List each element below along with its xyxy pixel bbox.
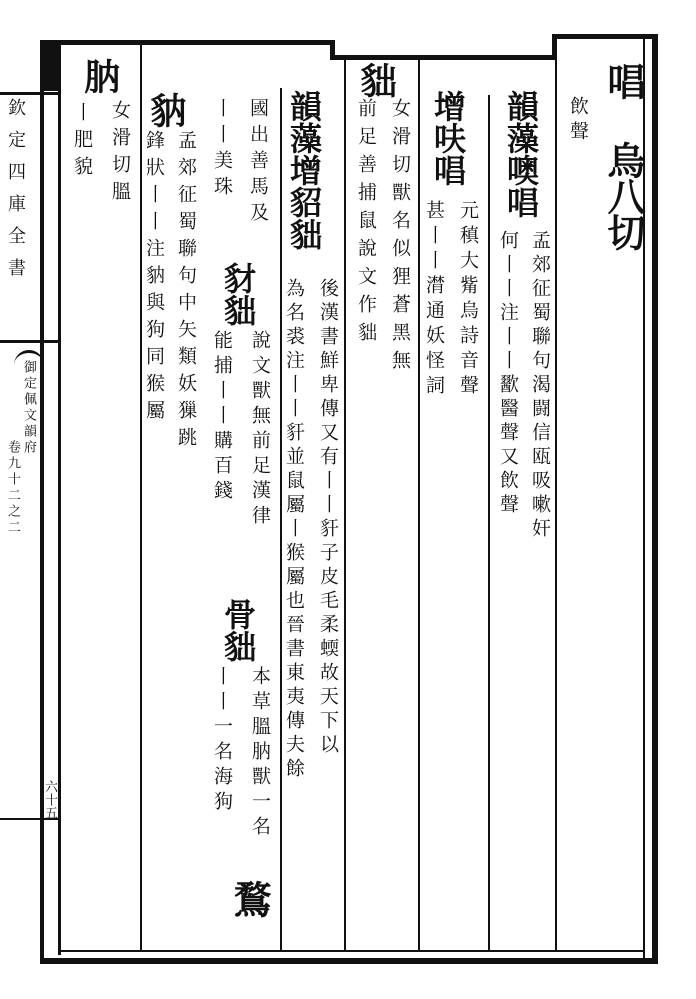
frame-top-notch — [330, 55, 555, 60]
col-11-text-b: 說文獸無前足漢律 — [249, 330, 271, 530]
col-divider-6 — [140, 45, 142, 950]
page-number: 六十五 — [42, 780, 57, 819]
frame-right — [652, 34, 658, 964]
col-14-text: 鋒狀丨丨注豽與狗同猴屬 — [143, 130, 165, 427]
col-2-text: 飲聲 — [567, 96, 589, 146]
col-11-text: 國出善馬及 — [247, 98, 269, 228]
col-7-text: 女滑切獸名似狸蒼黑無 — [389, 98, 411, 378]
frame-bottom-inner — [60, 950, 645, 952]
col-divider-2 — [488, 95, 490, 950]
margin-divider-2 — [0, 340, 60, 343]
col-divider-5 — [280, 88, 282, 950]
headword-3: 豽 — [145, 92, 187, 126]
col-divider-4 — [344, 60, 346, 950]
col-divider-3 — [418, 60, 420, 950]
headword-1: 唱 烏八切 — [601, 62, 646, 249]
frame-top-right — [552, 34, 657, 39]
volume-label: 卷九十二之二 — [5, 440, 20, 536]
col-8-text: 前足善捕鼠說文作貀 — [355, 98, 377, 350]
col-11-head-c: 鶩 — [227, 880, 272, 918]
col-10-text: 為名裘注丨丨豻並鼠屬丨猴屬也晉書東夷傳夫餘 — [283, 278, 305, 782]
col-11-head-b: 骨貀 — [219, 598, 257, 662]
col-6-text: 甚丨丨潸通妖怪詞 — [423, 200, 445, 400]
headword-2: 貀 — [355, 62, 397, 96]
col-5-text: 元稹大觜烏詩音聲 — [457, 200, 479, 400]
col-4-text: 何丨丨注丨丨歠醫聲又飲聲 — [497, 230, 519, 518]
col-divider-1 — [555, 58, 557, 950]
col-12-text-b: 能捕丨丨購百錢 — [211, 330, 233, 505]
frame-left — [40, 40, 44, 962]
rhyme-heading-2: 增呋唱 — [429, 90, 467, 186]
frame-bottom — [40, 958, 658, 964]
margin-block — [44, 45, 58, 91]
col-12-text-c: 丨丨一名海狗 — [211, 666, 233, 816]
rhyme-heading-1: 韻藻噢唱 — [502, 90, 540, 218]
margin-divider-1 — [0, 92, 58, 95]
frame-top-left — [40, 40, 330, 45]
col-13-text: 孟郊征蜀聯句中矢類妖㺐跳 — [175, 130, 197, 454]
col-divider-7 — [58, 45, 60, 950]
headword-4: 肭 — [79, 58, 121, 92]
col-11-head-a: 豺貀 — [219, 262, 257, 326]
col-3-text: 孟郊征蜀聯句渴闘信瓯吸嗽奸 — [529, 230, 551, 542]
book-title: 御定佩文韻府 — [21, 360, 36, 456]
col-11-text-c: 本草膃肭獸一名 — [249, 666, 271, 841]
col-16-text: 丨肥貌 — [71, 102, 93, 183]
col-15-text: 女滑切膃 — [109, 100, 131, 208]
edition-title: 欽定四庫全書 — [5, 98, 26, 290]
rhyme-heading-3: 韻藻增貂貀 — [285, 90, 323, 250]
col-9-text: 後漢書鮮卑傳又有丨丨豻子皮毛柔蝡故天下以 — [317, 278, 339, 758]
col-12-text: 丨丨美珠 — [211, 98, 233, 202]
